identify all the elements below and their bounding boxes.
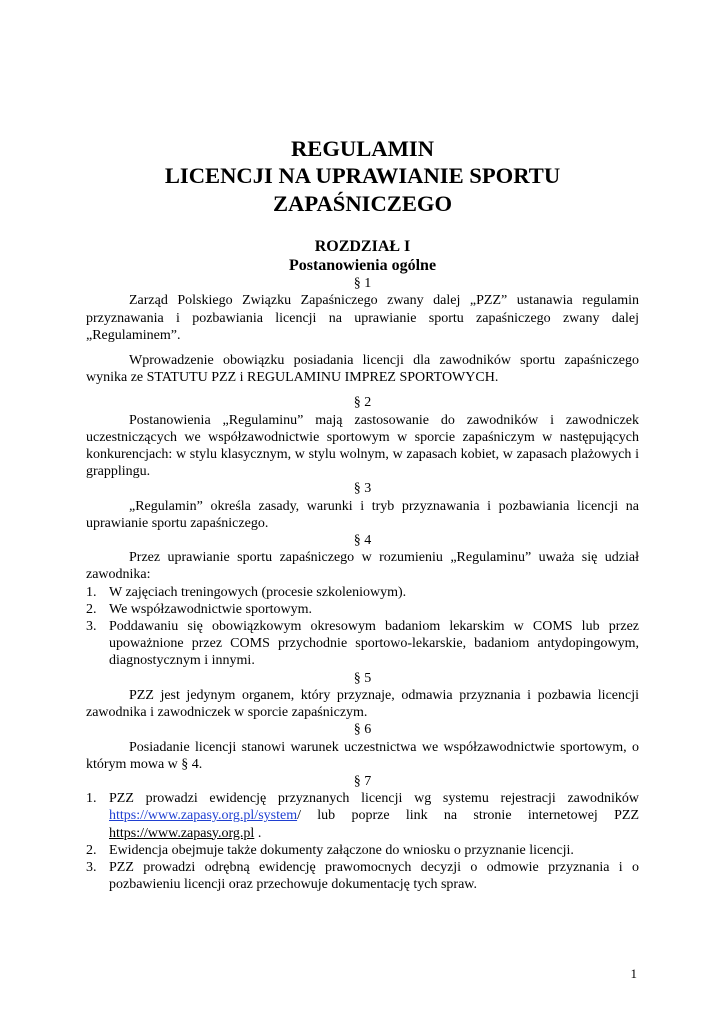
section-7-list bbox=[86, 790, 639, 893]
section-mark-2: § 2 bbox=[353, 395, 372, 411]
section-3-paragraph-1: „Regulamin” określa zasady, warunki i tryb przyznawania i pozbawiania licencji na uprawianie sportu zapaśniczego. bbox=[86, 498, 639, 531]
section-5-paragraph-1: PZZ jest jedynym organem, który przyznaje, odmawia przyznania i pozbawia licencji zawodnika i zawodniczek w sporcie zapaśniczym. bbox=[86, 687, 639, 721]
section-mark-6: § 6 bbox=[353, 722, 372, 738]
title-line-1: REGULAMIN bbox=[290, 136, 435, 161]
section-mark-7: § 7 bbox=[353, 773, 372, 789]
section-mark-3: § 3 bbox=[353, 481, 372, 497]
list-item bbox=[86, 790, 639, 842]
document-title bbox=[86, 135, 639, 217]
list-item bbox=[86, 859, 639, 893]
list-item-text: PZZ prowadzi odrębną ewidencję prawomocnych decyzji o odmowie przyznania i o pozbawieniu licencji oraz przechowuje dokumentację tych spraw. bbox=[109, 859, 639, 893]
list-item-text: Poddawaniu się obowiązkowym okresowym badaniom lekarskim w COMS lub przez upoważnione przez COMS przychodnie sportowo-lekarskie, badaniom antydopingowym, diagnostycznym i innymi. bbox=[109, 619, 639, 669]
section-6-paragraph-1: Posiadanie licencji stanowi warunek uczestnictwa we współzawodnictwie sportowym, o którym mowa w § 4. bbox=[86, 739, 639, 772]
section-2-paragraph-1: Postanowienia „Regulaminu” mają zastosowanie do zawodników i zawodniczek uczestniczących we współzawodnictwie sportowym w sporcie zapaśniczym w następujących konkurencjach: w stylu klasycznym, w stylu wolnym, w zapasach kobiet, w zapasach plażowych i grapplingu. bbox=[86, 412, 639, 480]
list-item bbox=[86, 584, 639, 601]
list-item-number: 2. bbox=[86, 601, 97, 617]
page-number: 1 bbox=[630, 966, 637, 981]
list-item-text-end: . bbox=[254, 825, 262, 841]
title-line-3: ZAPAŚNICZEGO bbox=[272, 190, 453, 216]
section-4-list bbox=[86, 584, 639, 670]
system-registration-link[interactable]: https://www.zapasy.org.pl/system bbox=[109, 808, 298, 824]
list-item-number: 1. bbox=[86, 791, 97, 807]
chapter-number: ROZDZIAŁ I bbox=[314, 238, 411, 256]
title-line-2: LICENCJI NA UPRAWIANIE SPORTU bbox=[164, 163, 561, 189]
list-item-text-middle: / lub poprze link na stronie internetowej PZZ bbox=[297, 808, 639, 824]
list-item bbox=[86, 618, 639, 670]
list-item-text: Ewidencja obejmuje także dokumenty załączone do wniosku o przyznanie licencji. bbox=[109, 842, 574, 858]
document-page bbox=[86, 135, 639, 893]
list-item-number: 3. bbox=[86, 619, 97, 635]
list-item bbox=[86, 601, 639, 618]
chapter-heading bbox=[86, 237, 639, 275]
list-item-number: 1. bbox=[86, 584, 97, 600]
section-4-paragraph-1: Przez uprawianie sportu zapaśniczego w rozumieniu „Regulaminu” uważa się udział zawodnika: bbox=[86, 550, 639, 583]
list-item-text: We współzawodnictwie sportowym. bbox=[109, 601, 312, 617]
list-item-text-start: PZZ prowadzi ewidencję przyznanych licencji wg systemu rejestracji zawodników bbox=[109, 791, 639, 807]
section-mark-5: § 5 bbox=[353, 670, 372, 686]
section-1-paragraph-2: Wprowadzenie obowiązku posiadania licencji dla zawodników sportu zapaśniczego wynika ze STATUTU PZZ i REGULAMINU IMPREZ SPORTOWYCH. bbox=[86, 353, 639, 386]
chapter-name: Postanowienia ogólne bbox=[288, 257, 437, 275]
section-mark-1: § 1 bbox=[353, 276, 372, 292]
list-item bbox=[86, 842, 639, 859]
section-1-paragraph-1: Zarząd Polskiego Związku Zapaśniczego zwany dalej „PZZ” ustanawia regulamin przyznawania i pozbawiania licencji na uprawianie sportu zapaśniczego zwany dalej „Regulaminem”. bbox=[86, 293, 639, 343]
list-item-text: W zajęciach treningowych (procesie szkoleniowym). bbox=[109, 584, 407, 600]
list-item-number: 3. bbox=[86, 859, 97, 875]
section-mark-4: § 4 bbox=[353, 533, 372, 549]
list-item-number: 2. bbox=[86, 842, 97, 858]
pzz-website-link[interactable]: https://www.zapasy.org.pl bbox=[109, 825, 255, 841]
